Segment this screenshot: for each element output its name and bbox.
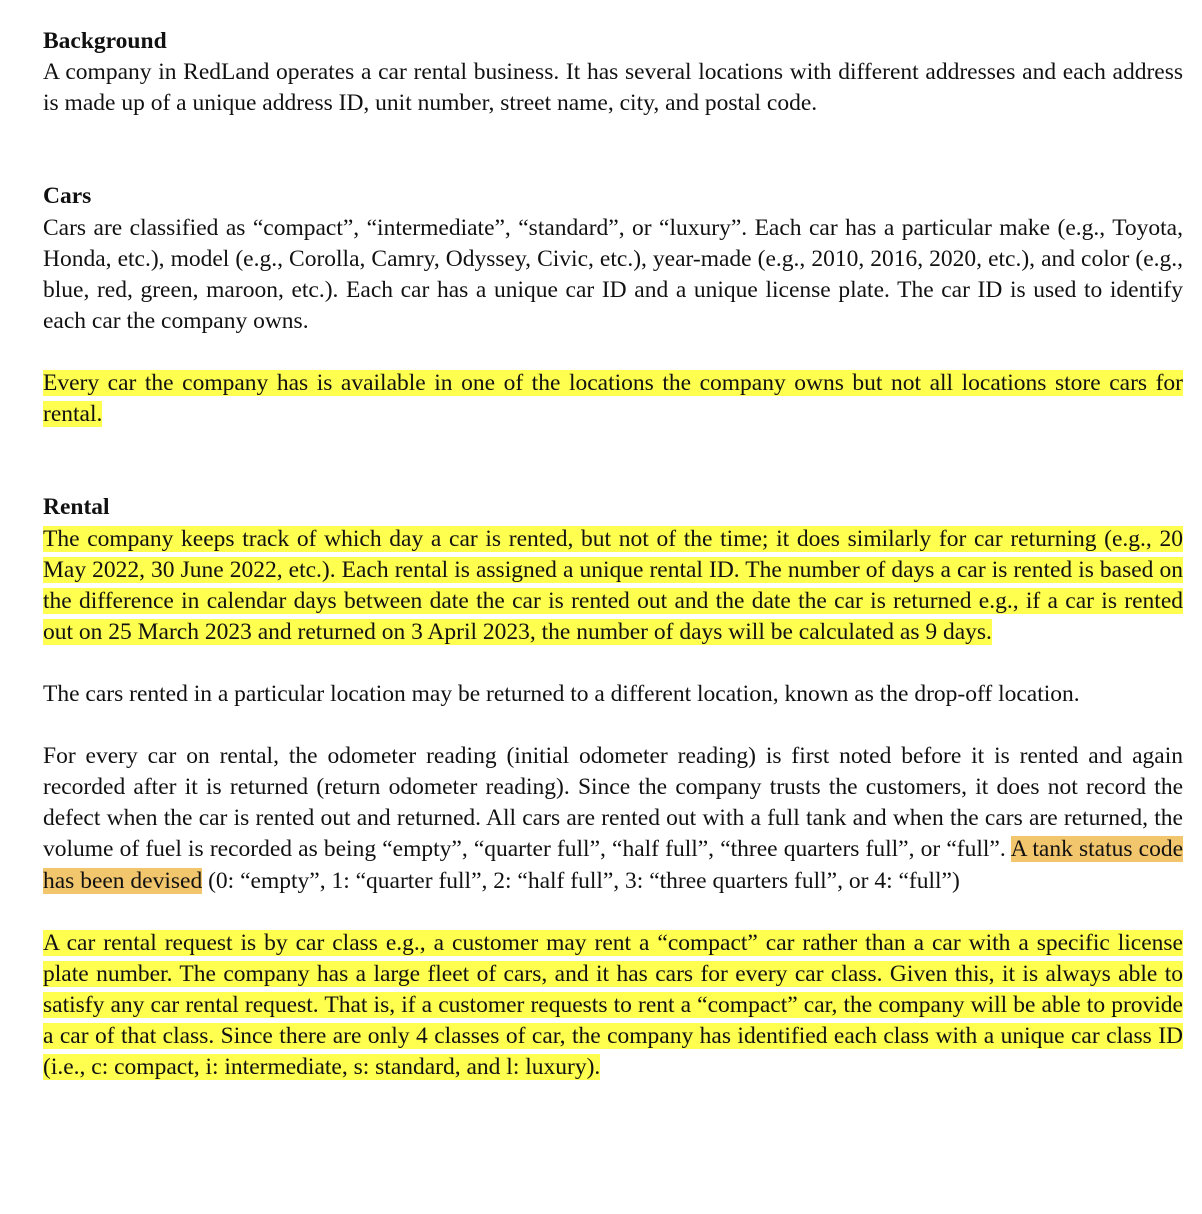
document-body [43,26,1183,1083]
background-paragraph: A company in RedLand operates a car rental business. It has several locations with different addresses and each address is made up of a unique address ID, unit number, street name, city, and postal code. [43,59,1183,117]
rental-paragraph-4 [43,928,1183,1083]
rental-paragraph-1 [43,524,1183,648]
heading-cars: Cars [43,183,92,210]
yellow-highlight: A car rental request is by car class e.g., a customer may rent a “compact” car rather than a car with a specific license plate number. The company has a large fleet of cars, and it has cars for every car class. Given this, it is always able to satisfy any car rental request. That is, if a customer requests to rent a “compact” car, the company will be able to provide a car of that class. Since there are only 4 classes of car, the company has identified each class with a unique car class ID (i.e., c: compact, i: intermediate, s: standard, and l: luxury). [43,929,1183,1081]
spacer [43,119,1183,181]
heading-rental: Rental [43,494,110,521]
cars-paragraph: Cars are classified as “compact”, “intermediate”, “standard”, or “luxury”. Each car has a particular make (e.g., Toyota, Honda, etc.), model (e.g., Corolla, Camry, Odyssey, Civic, etc.), year-made (e.g., 2010, 2016, 2020, etc.), and color (e.g., blue, red, green, maroon, etc.). Each car has a unique car ID and a unique license plate. The car ID is used to identify each car the company owns. [43,214,1183,334]
yellow-highlight: The company keeps track of which day a car is rented, but not of the time; it does similarly for car returning (e.g., 20 May 2022, 30 June 2022, etc.). Each rental is assigned a unique rental ID. The number of days a car is rented is based on the difference in calendar days between date the car is rented out and the date the car is returned e.g., if a car is rented out on 25 March 2023 and returned on 3 April 2023, the number of days will be calculated as 9 days. [43,525,1183,645]
spacer [43,337,1183,368]
yellow-highlight: Every car the company has is available in one of the locations the company owns but not all locations store cars for rental. [43,370,1183,428]
rental-paragraph-3-text: For every car on rental, the odometer reading (initial odometer reading) is first noted before it is rented and again recorded after it is returned (return odometer reading). Since the company trusts the customers, it does not record the defect when the car is rented out and returned. All cars are rented out with a full tank and when the cars are returned, the volume of fuel is recorded as being “empty”, “quarter full”, “half full”, “three quarters full”, or “full”. [43,743,1183,863]
rental-paragraph-2: The cars rented in a particular location may be returned to a different location, known as the drop-off location. [43,680,1080,707]
spacer [43,430,1183,492]
rental-paragraph-3 [43,741,1183,896]
orange-highlight: A tank status code has been devised [43,836,1183,894]
cars-highlighted-paragraph [43,368,1183,430]
spacer [43,897,1183,928]
rental-paragraph-3-tail: (0: “empty”, 1: “quarter full”, 2: “half full”, 3: “three quarters full”, or 4: “full”) [202,867,960,894]
heading-background: Background [43,28,167,54]
spacer [43,648,1183,679]
spacer [43,710,1183,741]
